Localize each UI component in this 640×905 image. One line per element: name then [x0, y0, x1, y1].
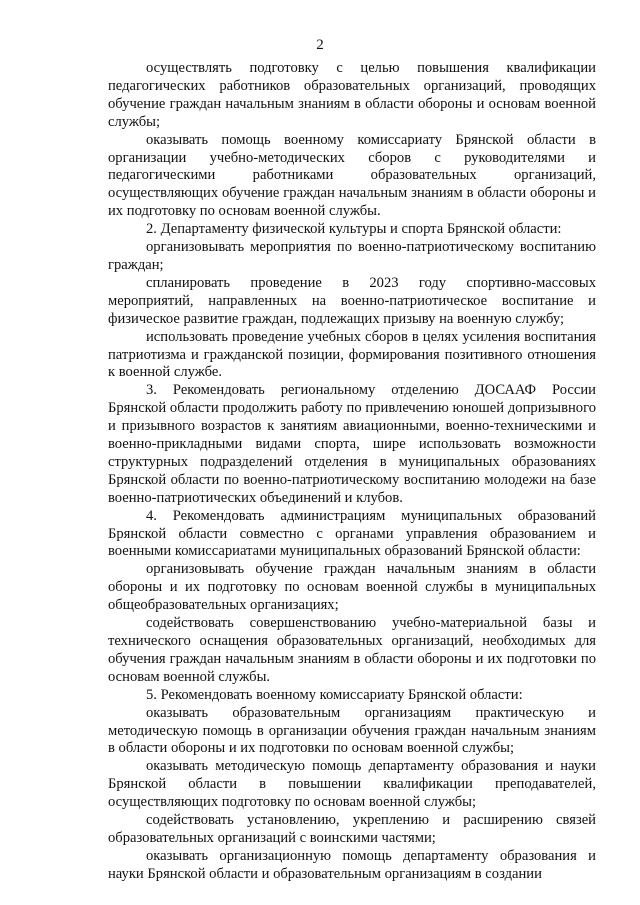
page-number: 2	[316, 37, 324, 53]
paragraph-dosaaf: 3. Рекомендовать региональному отделению ДОСААФ России Брянской области продолжить работу по привлечению юношей допризывного и призывного возрастов к занятиям авиационными, военно-техническими и военно-прикладными видами спорта, шире использовать возможности структурных подразделений отделения в муниципальных образованиях Брянской области по военно-патриотическому воспитанию молодежи на базе военно-патриотических объединений и клубов.	[108, 382, 596, 506]
paragraph-training-camps: использовать проведение учебных сборов в целях усиления воспитания патриотизма и гражданской позиции, формирования позитивного отношения к военной службе.	[108, 328, 596, 381]
document-body	[108, 60, 596, 884]
paragraph-heading-municipal-administrations: 4. Рекомендовать администрациям муниципальных образований Брянской области совместно с органами управления образованием и военными комиссариатами муниципальных образований Брянской области:	[108, 507, 596, 560]
paragraph-military-units-links: содействовать установлению, укреплению и расширению связей образовательных организаций с воинскими частями;	[108, 812, 596, 846]
paragraph-patriotic-events: организовывать мероприятия по военно-патриотическому воспитанию граждан;	[108, 239, 596, 273]
paragraph-practical-help: оказывать образовательным организациям практическую и методическую помощь в организации обучения граждан начальным знаниям в области обороны и их подготовки по основам военной службы;	[108, 704, 596, 757]
paragraph-methodical-assistance: оказывать помощь военному комиссариату Брянской области в организации учебно-методических сборов с руководителями и педагогическими работниками образовательных организаций, осуществляющих обучение граждан начальным знаниям в области обороны и их подготовку по основам военной службы.	[108, 131, 596, 220]
paragraph-heading-sports-department: 2. Департаменту физической культуры и спорта Брянской области:	[146, 221, 562, 238]
paragraph-organizational-help: оказывать организационную помощь департаменту образования и науки Брянской области и образовательным организациям в создании	[108, 847, 596, 882]
paragraph-organize-training: организовывать обучение граждан начальным знаниям в области обороны и их подготовку по основам военной службы в муниципальных общеобразовательных организациях;	[108, 561, 596, 614]
paragraph-sports-events-2023: спланировать проведение в 2023 году спортивно-массовых мероприятий, направленных на военно-патриотическое воспитание и физическое развитие граждан, подлежащих призыву на военную службу;	[108, 274, 596, 327]
paragraph-teacher-training: осуществлять подготовку с целью повышения квалификации педагогических работников образовательных организаций, проводящих обучение граждан начальным знаниям в области обороны и основам военной службы;	[108, 60, 596, 130]
paragraph-heading-military-commissariat: 5. Рекомендовать военному комиссариату Брянской области:	[146, 686, 523, 703]
paragraph-material-base: содействовать совершенствованию учебно-материальной базы и технического оснащения образовательных организаций, необходимых для обучения граждан начальным знаниям в области обороны и их подготовки по основам военной службы.	[108, 615, 596, 685]
paragraph-methodical-help: оказывать методическую помощь департаменту образования и науки Брянской области в повышении квалификации преподавателей, осуществляющих подготовку по основам военной службы;	[108, 758, 596, 811]
